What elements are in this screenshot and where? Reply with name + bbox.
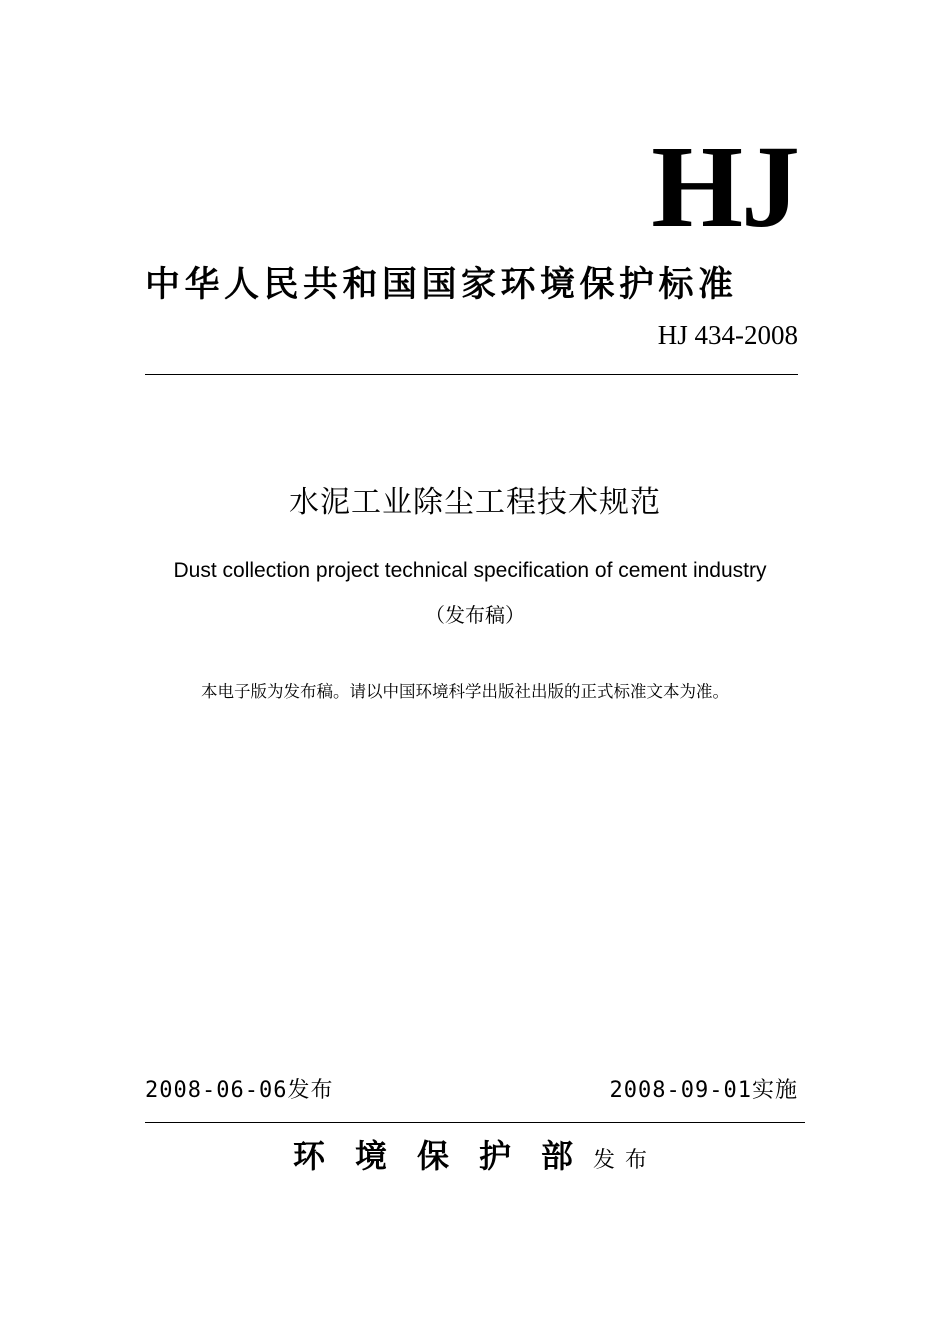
standard-code: HJ 434-2008 xyxy=(657,320,798,350)
publisher-suffix: 发布 xyxy=(593,1148,658,1173)
effective-date: 2008-09-01实施 xyxy=(609,1078,798,1103)
bottom-divider xyxy=(145,1122,805,1123)
publisher-name: 环境保护部 xyxy=(292,1137,603,1175)
draft-status: （发布稿） xyxy=(425,603,525,627)
document-title-english: Dust collection project technical specification of cement industry xyxy=(173,559,767,582)
document-title-chinese: 水泥工业除尘工程技术规范 xyxy=(289,485,661,520)
publisher-line xyxy=(0,1137,950,1175)
standard-logo: HJ xyxy=(651,121,798,252)
edition-notice: 本电子版为发布稿。请以中国环境科学出版社出版的正式标准文本为准。 xyxy=(201,682,729,701)
standard-type-heading: 中华人民共和国国家环境保护标准 xyxy=(145,265,738,305)
top-divider xyxy=(145,374,798,375)
issue-date: 2008-06-06发布 xyxy=(145,1078,334,1103)
